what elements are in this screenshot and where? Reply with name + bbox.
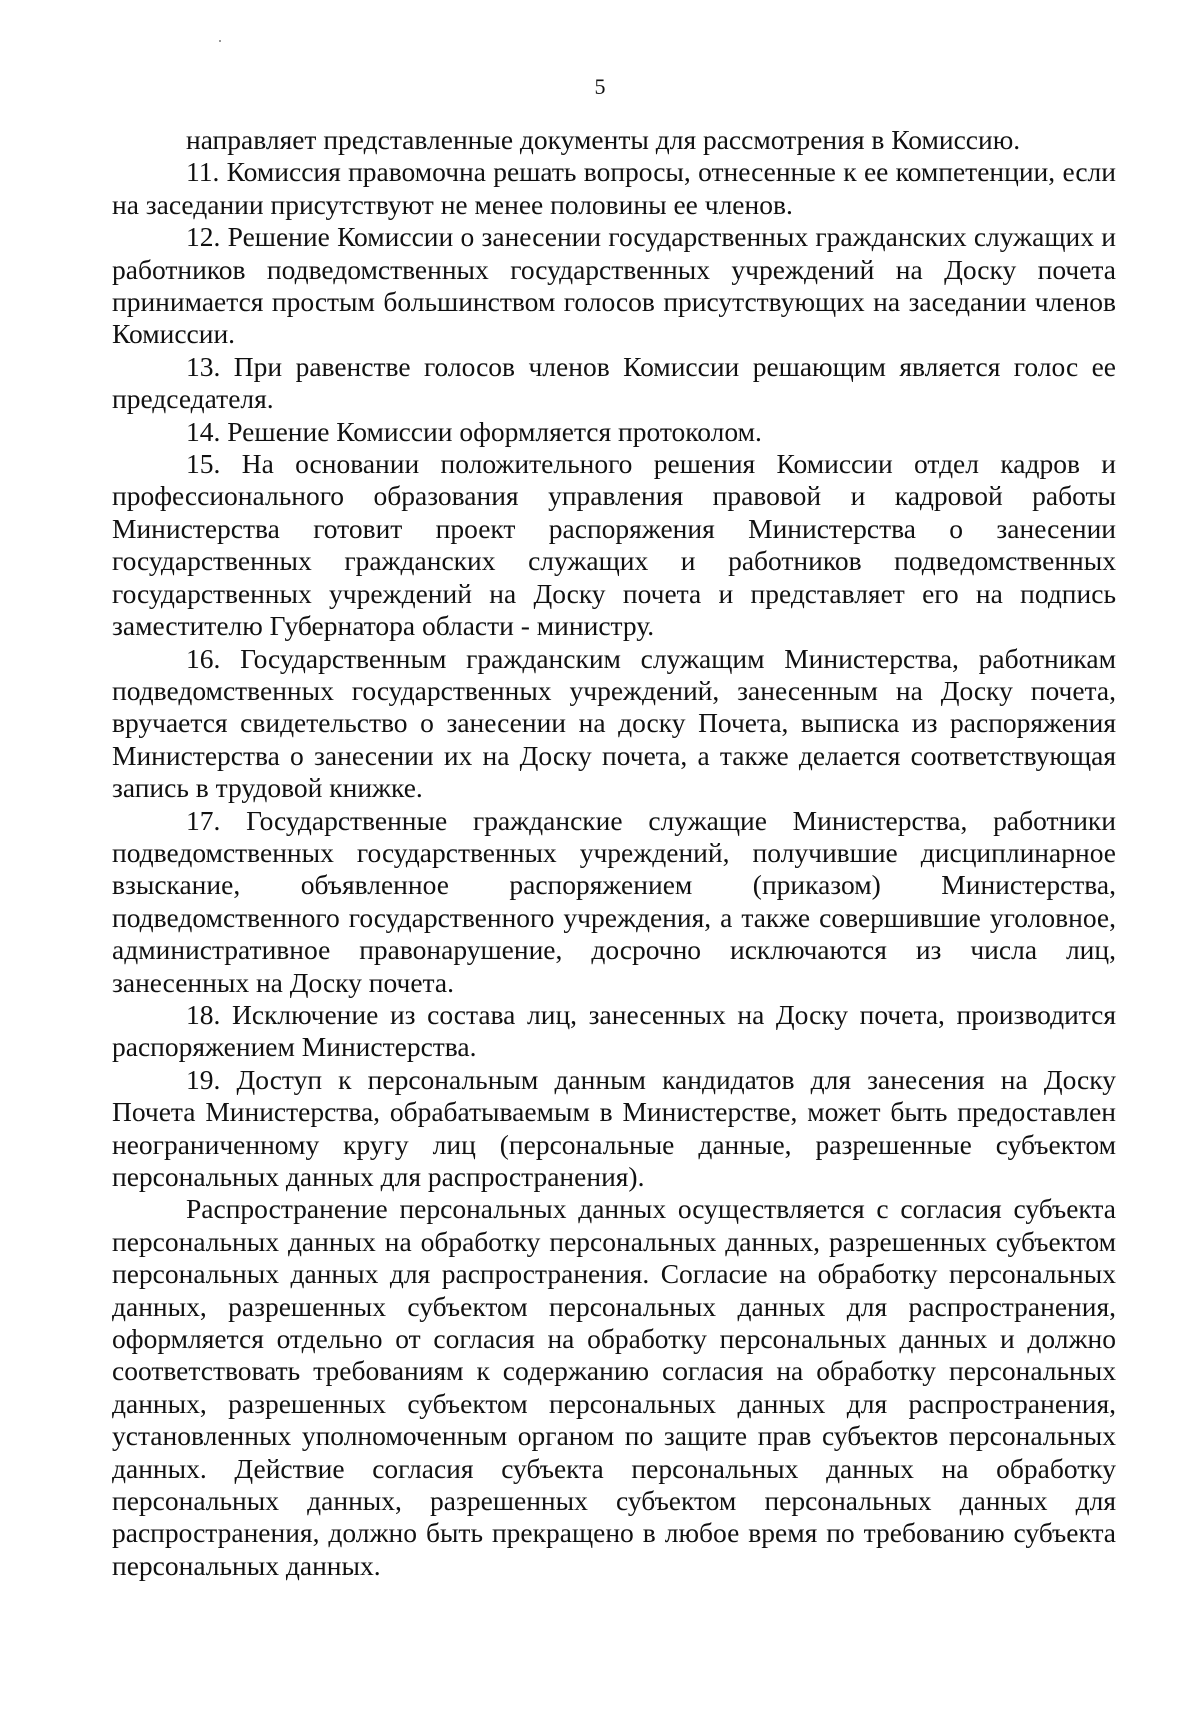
document-body: [112, 124, 1116, 1582]
paragraph-11: 11. Комиссия правомочна решать вопросы, отнесенные к ее компетенции, если на заседании присутствуют не менее половины ее членов.: [112, 156, 1116, 220]
paragraph-14: 14. Решение Комиссии оформляется протоколом.: [186, 415, 762, 447]
paragraph-15: 15. На основании положительного решения Комиссии отдел кадров и профессионального образования управления правовой и кадровой работы Министерства готовит проект распоряжения Министерства о занесении государственных гражданских служащих и работников подведомственных государственных учреждений на Доску почета и представляет его на подпись заместителю Губернатора области - министру.: [112, 448, 1116, 642]
page-number: 5: [594, 74, 606, 99]
paragraph-17: 17. Государственные гражданские служащие Министерства, работники подведомственных государственных учреждений, получившие дисциплинарное взыскание, объявленное распоряжением (приказом) Министерства, подведомственного государственного учреждения, а также совершившие уголовное, административное правонарушение, досрочно исключаются из числа лиц, занесенных на Доску почета.: [112, 804, 1116, 998]
scan-speck: [219, 40, 221, 42]
paragraph-19: 19. Доступ к персональным данным кандидатов для занесения на Доску Почета Министерства, обрабатываемым в Министерстве, может быть предоставлен неограниченному кругу лиц (персональные данные, разрешенные субъектом персональных данных для распространения).: [112, 1063, 1116, 1192]
paragraph-12: 12. Решение Комиссии о занесении государственных гражданских служащих и работников подведомственных государственных учреждений на Доску почета принимается простым большинством голосов присутствующих на заседании членов Комиссии.: [112, 221, 1116, 350]
paragraph-13: 13. При равенстве голосов членов Комиссии решающим является голос ее председателя.: [112, 350, 1116, 415]
paragraph-personal-data: Распространение персональных данных осуществляется с согласия субъекта персональных данных на обработку персональных данных, разрешенных субъектом персональных данных для распространения. Согласие на обработку персональных данных, разрешенных субъектом персональных данных для распространения, оформляется отдельно от согласия на обработку персональных данных и должно соответствовать требованиям к содержанию согласия на обработку персональных данных, разрешенных субъектом персональных данных для распространения, установленных уполномоченным органом по защите прав субъектов персональных данных. Действие согласия субъекта персональных данных на обработку персональных данных, разрешенных субъектом персональных данных для распространения, должно быть прекращено в любое время по требованию субъекта персональных данных.: [112, 1193, 1116, 1581]
paragraph-16: 16. Государственным гражданским служащим Министерства, работникам подведомственных государственных учреждений, занесенным на Доску почета, вручается свидетельство о занесении на доску Почета, выписка из распоряжения Министерства о занесении их на Доску почета, а также делается соответствующая запись в трудовой книжке.: [112, 642, 1116, 804]
paragraph-18: 18. Исключение из состава лиц, занесенных на Доску почета, производится распоряжением Министерства.: [112, 998, 1116, 1063]
paragraph-continuation: направляет представленные документы для рассмотрения в Комиссию.: [186, 124, 1021, 155]
